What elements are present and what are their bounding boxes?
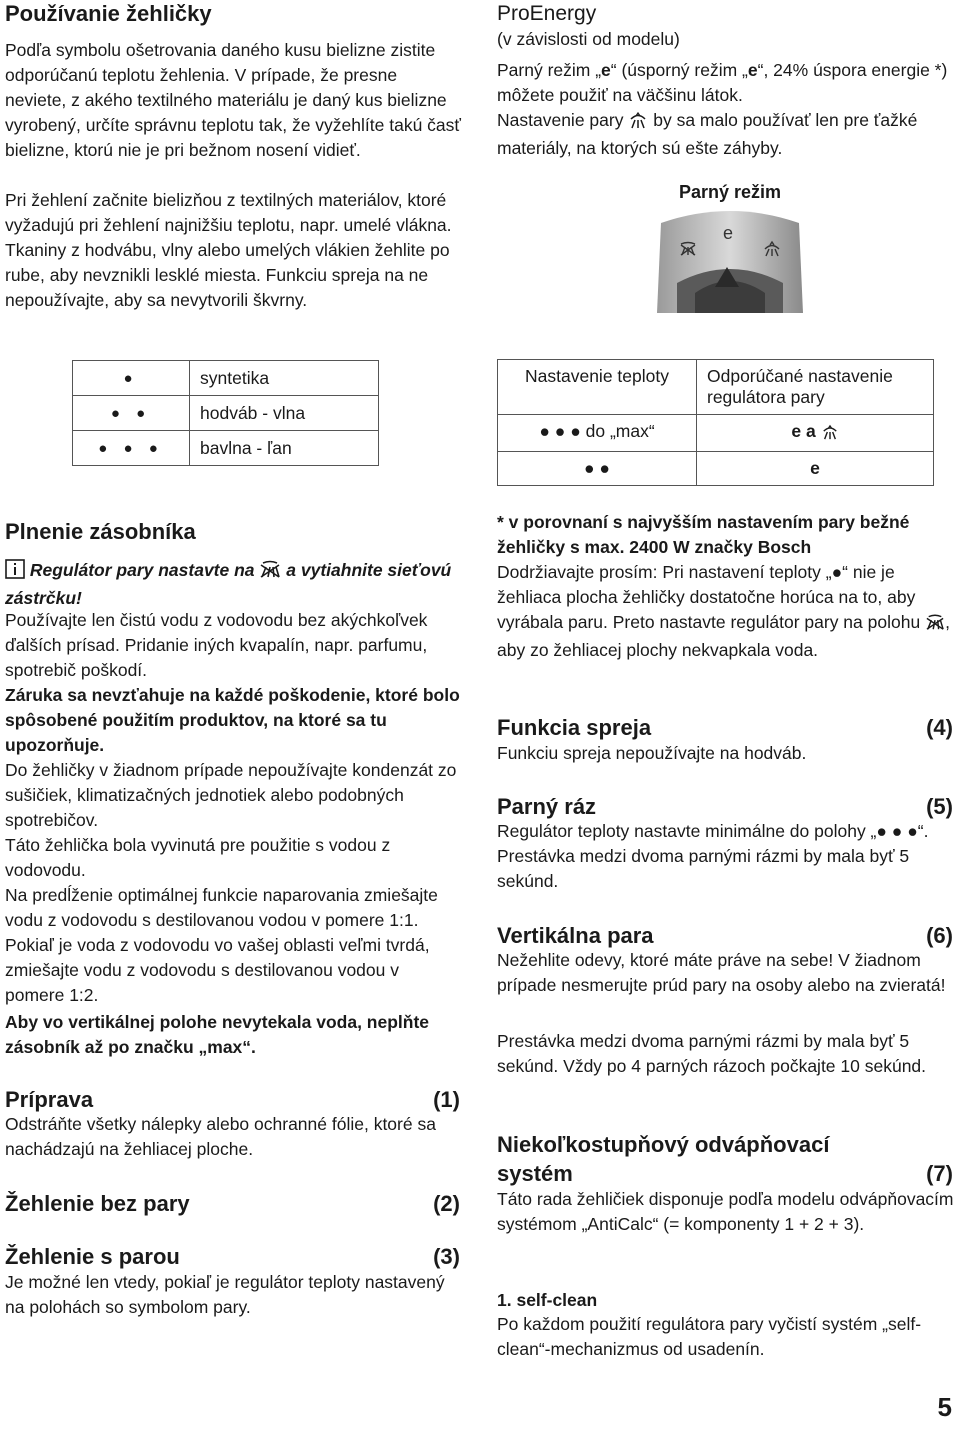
heading-ironing-with-steam: Žehlenie s parou (3) xyxy=(5,1244,460,1269)
spray-paragraph: Funkciu spreja nepoužívajte na hodváb. xyxy=(497,743,807,763)
table-row xyxy=(498,360,934,415)
fill-paragraph-4: Na predĺženie optimálnej funkcie naparovania zmiešajte vodu z vodovodu s destilovanou vodou v pomere 1:1. Pokiaľ je voda z vodovodu vo vašej oblasti veľmi tvrdá, zmiešajte vodu z vodovodu s destilovanou vodou v pomere 1:2. xyxy=(5,885,438,1005)
heading-self-clean: 1. self-clean xyxy=(497,1290,598,1310)
fabric-cell: hodváb - vlna xyxy=(190,396,379,431)
heading-proenergy: ProEnergy xyxy=(497,2,597,25)
usage-paragraph-1: Podľa symbolu ošetrovania daného kusu bielizne zistite odporúčanú teplotu žehlenia. V prípade, že presne neviete, z akého textilného materiálu je daný kus bielizne vyrobený, určíte správnu teplotu tak, že vyžehlíte takú časť bielizne, ktorú nie je pri bežnom nosení vidieť. xyxy=(5,40,461,160)
figure-caption: Parný režim xyxy=(678,182,782,202)
dots-cell: ● xyxy=(73,361,190,396)
steam-cell: e xyxy=(697,452,934,486)
table-row xyxy=(498,452,934,486)
fill-warranty-note: Záruka sa nevzťahuje na každé poškodenie, ktoré bolo spôsobené použitím produktov, na ktoré sa tu upozorňuje. xyxy=(5,685,460,755)
fill-paragraph-2: Do žehličky v žiadnom prípade nepoužívajte kondenzát zo sušičiek, klimatizačných jednotiek alebo podobných spotrebičov. xyxy=(5,760,457,830)
info-icon xyxy=(5,559,25,586)
steam-cell: e a xyxy=(697,415,934,452)
proenergy-paragraph-1: Parný režim „e“ (úsporný režim „e“, 24% úspora energie *) môžete použiť na väčšinu látok. xyxy=(497,60,948,105)
table-row xyxy=(73,431,379,466)
comparison-footnote: * v porovnaní s najvyšším nastavením pary bežné žehličky s max. 2400 W značky Bosch xyxy=(497,512,910,557)
steam-ironing-paragraph: Je možné len vtedy, pokiaľ je regulátor teploty nastavený na polohách so symbolom pary. xyxy=(5,1272,445,1317)
steam-dial-illustration xyxy=(655,203,805,313)
header-recommended-steam: Odporúčané nastavenie regulátora pary xyxy=(697,360,934,415)
temperature-cell: ● ● ● do „max“ xyxy=(498,415,697,452)
temperature-cell: ● ● xyxy=(498,452,697,486)
temperature-note: Dodržiavajte prosím: Pri nastavení teploty „●“ nie je žehliaca plocha žehličky dostatočne horúca na to, aby vyrábala paru. Preto nastavte regulátor pary na polohu , aby zo žehliacej plochy nekvapkala voda. xyxy=(497,562,950,660)
fabric-cell: syntetika xyxy=(190,361,379,396)
vertical-steam-paragraph-1: Nežehlite odevy, ktoré máte práve na sebe! V žiadnom prípade nesmerujte prúd pary na osoby alebo na zvieratá! xyxy=(497,950,946,995)
heading-vertical-steam: Vertikálna para (6) xyxy=(497,923,953,948)
anticalc-paragraph: Táto rada žehličiek disponuje podľa modelu odvápňovacím systémom „AntiCalc“ (= komponenty 1 + 2 + 3). xyxy=(497,1189,954,1234)
dots-cell: ● ● xyxy=(73,396,190,431)
heading-fill: Plnenie zásobníka xyxy=(5,519,196,544)
heading-ironing-without-steam: Žehlenie bez pary (2) xyxy=(5,1191,460,1216)
fill-paragraph-3: Táto žehlička bola vyvinutá pre použitie s vodou z vodovodu. xyxy=(5,835,391,880)
preparation-paragraph: Odstráňte všetky nálepky alebo ochranné fólie, ktoré sa nachádzajú na žehliacej ploche. xyxy=(5,1114,436,1159)
steam-max-icon xyxy=(821,424,839,445)
steam-shot-paragraph: Regulátor teploty nastavte minimálne do polohy „● ● ●“. Prestávka medzi dvoma parnými rázmi by mala byť 5 sekúnd. xyxy=(497,821,929,891)
fill-paragraph-1: Používajte len čistú vodu z vodovodu bez akýchkoľvek ďalších prísad. Pridanie iných kvapalín, napr. parfumu, spotrebič poškodí. xyxy=(5,610,428,680)
steam-off-icon xyxy=(259,559,281,586)
steam-off-icon xyxy=(925,613,945,638)
heading-spray: Funkcia spreja (4) xyxy=(497,715,953,740)
steam-max-icon xyxy=(628,111,648,136)
heading-preparation: Príprava (1) xyxy=(5,1087,460,1112)
proenergy-subtitle: (v závislosti od modelu) xyxy=(497,29,680,49)
heading-anticalc-line2: systém (7) xyxy=(497,1161,953,1186)
vertical-steam-paragraph-2: Prestávka medzi dvoma parnými rázmi by mala byť 5 sekúnd. Vždy po 4 parných rázoch počkajte 10 sekúnd. xyxy=(497,1031,927,1076)
page-number: 5 xyxy=(937,1392,952,1422)
steam-setting-table xyxy=(497,359,934,486)
header-temperature: Nastavenie teploty xyxy=(498,360,697,415)
steam-mode-dial-figure xyxy=(655,182,805,318)
usage-paragraph-2: Pri žehlení začnite bielizňou z textilných materiálov, ktoré vyžadujú pri žehlení najnižšiu teplotu, napr. umelé vlákna. Tkaniny z hodvábu, vlny alebo umelých vlákien žehlite po rube, aby nevznikli lesklé miesta. Funkciu spreja na ne nepoužívajte, aby sa nevytvorili škvrny. xyxy=(5,190,452,310)
dots-cell: ● ● ● xyxy=(73,431,190,466)
heading-anticalc-line1: Niekoľkostupňový odvápňovací xyxy=(497,1132,830,1157)
fill-warning: Regulátor pary nastavte na a vytiahnite sieťovú zástrčku! xyxy=(5,560,452,608)
self-clean-paragraph: Po každom použití regulátora pary vyčistí systém „self-clean“-mechanizmus od usadenín. xyxy=(497,1314,922,1359)
heading-steam-shot: Parný ráz (5) xyxy=(497,794,953,819)
heading-usage: Používanie žehličky xyxy=(5,1,212,26)
table-row xyxy=(498,415,934,452)
table-row xyxy=(73,361,379,396)
fabric-cell: bavlna - ľan xyxy=(190,431,379,466)
svg-text:e: e xyxy=(723,223,734,243)
fill-vertical-note: Aby vo vertikálnej polohe nevytekala voda, neplňte zásobník až po značku „max“. xyxy=(5,1012,430,1057)
table-row xyxy=(73,396,379,431)
temperature-symbol-table xyxy=(72,360,379,466)
proenergy-paragraph-2: Nastavenie pary by sa malo používať len pre ťažké materiály, na ktorých sú ešte záhyby. xyxy=(497,110,918,158)
